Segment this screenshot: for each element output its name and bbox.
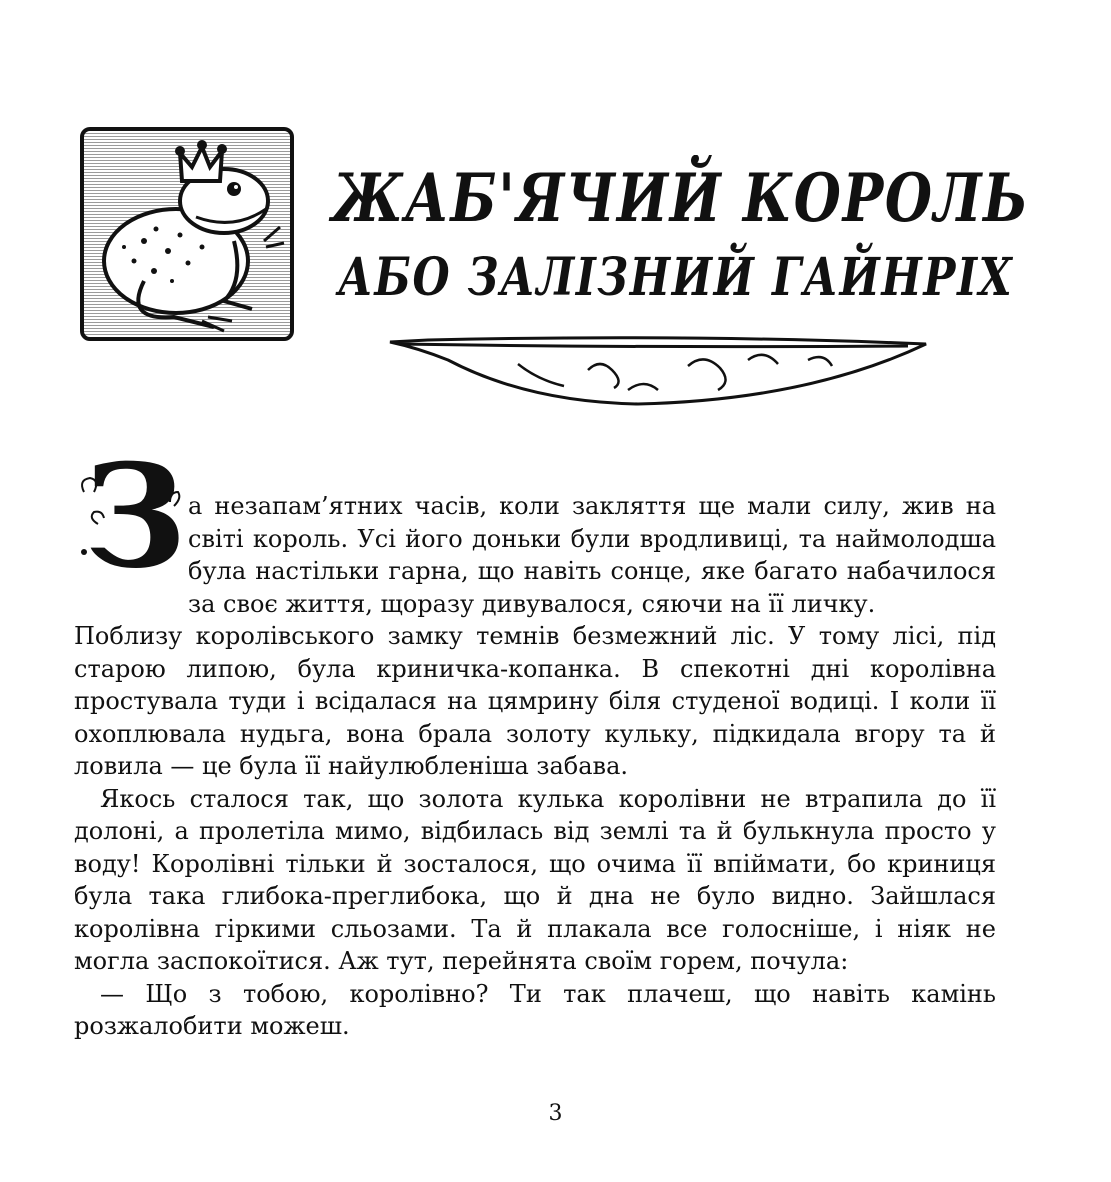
- paragraph-1-opening: а незапам’ятних часів, коли закляття ще мали силу, жив на світі король. Усі його доньки були вродливиці, та наймолодша була настільки гарна, що навіть сонце, яке багато набачилося за своє життя, щоразу дивувалося, сяючи на її личку.: [188, 492, 996, 618]
- story-text: [74, 490, 996, 1043]
- paragraph-1-continued: Поблизу королівського замку темнів безмежний ліс. У тому лісі, під старою липою, була криничка-копанка. В спекотні дні королівна простувала туди і всідалася на цямрину біля студеної водиці. І коли її охоплювала нудьга, вона брала золоту кульку, підкидала вгору та й ловила — це була її найулюбленіша забава.: [74, 622, 996, 780]
- title-line-2: АБО ЗАЛІЗНИЙ ГАЙНРІХ: [338, 247, 1014, 308]
- title-line-1: ЖАБ'ЯЧИЙ КОРОЛЬ: [332, 159, 1030, 237]
- page-number: 3: [548, 1101, 563, 1126]
- frog-king-with-crown-icon: [84, 131, 290, 337]
- paragraph-2: Якось сталося так, що золота кулька королівни не втрапила до її долоні, а пролетіла мимо, відбилась від землі та й булькнула просто у воду! Королівні тільки й зосталося, що очима її впіймати, бо криниця була така глибока-преглибока, що й дна не було видно. Зайшлася королівна гіркими сльозами. Та й плакала все голосніше, і ніяк не могла заспокоїтися. Аж тут, перейнята своїм горем, почула:: [74, 784, 996, 975]
- dropcap-letter: З: [84, 434, 187, 600]
- paragraph-3: — Що з тобою, королівно? Ти так плачеш, що навіть камінь розжалобити можеш.: [74, 979, 996, 1040]
- frog-king-vignette: [80, 127, 294, 341]
- feather-ornament-icon: [388, 330, 928, 410]
